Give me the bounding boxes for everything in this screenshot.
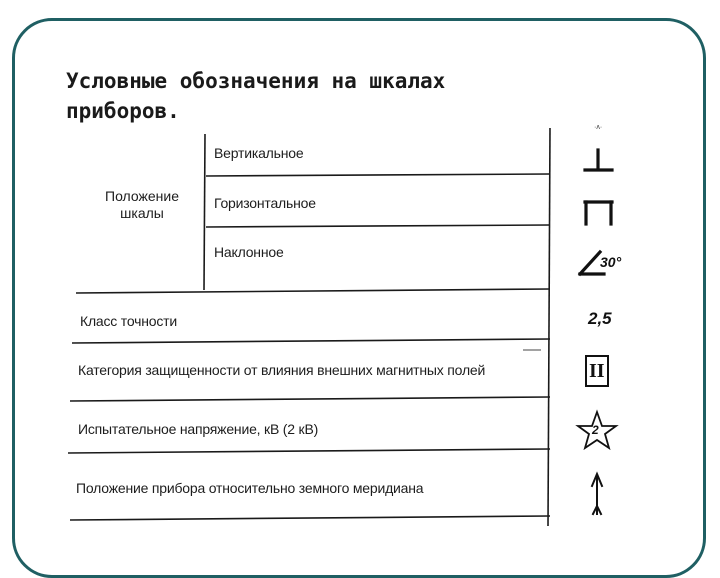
vertical-scale-icon: [585, 150, 612, 170]
row-label-magnetic-protection: Категория защищенности от влияния внешних магнитных полей: [78, 362, 486, 378]
row-label-inclined: Наклонное: [214, 244, 284, 260]
inclined-angle-label: 30°: [600, 254, 622, 270]
test-voltage-value: 2: [592, 423, 599, 437]
meridian-arrow-icon: [592, 474, 602, 514]
scale-position-group-label: [96, 188, 188, 222]
slide-title-line-2: приборов.: [66, 99, 180, 123]
horizontal-scale-icon: [585, 202, 612, 224]
corner-mark: ·ʌ·: [594, 124, 603, 131]
accuracy-class-value: 2,5: [588, 309, 612, 328]
group-label-line-2: шкалы: [120, 205, 164, 221]
magnetic-category-value: II: [589, 360, 605, 382]
row-label-test-voltage: Испытательное напряжение, кВ (2 кВ): [78, 421, 319, 437]
group-label-line-1: Положение: [105, 188, 179, 204]
row-label-accuracy-class: Класс точности: [80, 313, 177, 329]
row-label-vertical: Вертикальное: [214, 145, 304, 161]
row-label-meridian-position: Положение прибора относительно земного меридиана: [76, 480, 424, 496]
row-label-horizontal: Горизонтальное: [214, 195, 316, 211]
slide-title-line-1: Условные обозначения на шкалах: [66, 69, 446, 93]
